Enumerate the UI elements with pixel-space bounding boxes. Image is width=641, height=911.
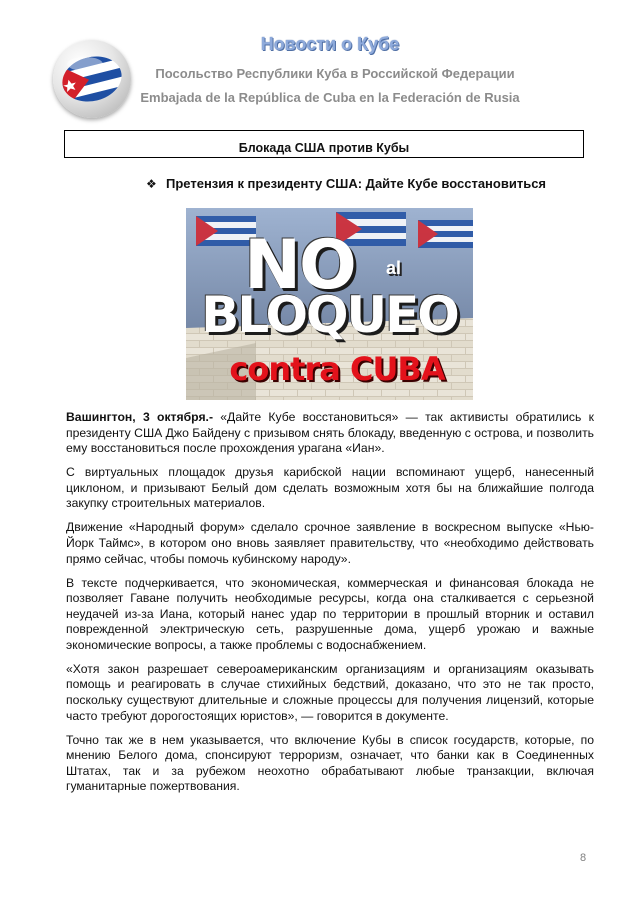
article-paragraph: Точно так же в нем указывается, что включение Кубы в список государств, которые, по мнению Белого дома, спонсируют терроризм, означает, что банки как в Соединенных Штатах, так и за рубежом неохотно обрабатывают любые транзакции, включая гуманитарные пожертвования. (66, 732, 594, 794)
section-title: Блокада США против Кубы (238, 141, 410, 155)
picture-word-no: NO (244, 226, 355, 305)
site-title: Новости о Кубе (260, 34, 400, 54)
article-paragraph: В тексте подчеркивается, что экономическая, коммерческая и финансовая блокада не позволяет Гаване получить необходимые ресурсы, когда она сталкивается с серьезной неудачей из-за Иана, который нанес удар по территории в прошлый вторник и оставил поврежденной электрическую сеть, разрушенные дома, ущерб урожаю и важные экономические вопросы, а также проблемы с водоснабжением. (66, 575, 594, 652)
embassy-name-russian: Посольство Республики Куба в Российской Федерации (155, 66, 515, 81)
embassy-name-spanish: Embajada de la República de Cuba en la Federación de Rusia (140, 90, 520, 105)
article-paragraph (66, 410, 594, 457)
section-heading-box (64, 130, 584, 158)
diamond-bullet-icon: ❖ (146, 177, 157, 191)
cuba-flag-sphere-icon (53, 40, 131, 118)
article-headline (146, 176, 566, 191)
article-paragraph: С виртуальных площадок друзья карибской нации вспоминают ущерб, нанесенный циклоном, и призывают Белый дом сделать возможным хотя бы на ближайшие полгода закупку строительных материалов. (66, 465, 594, 511)
picture-word-contra-cuba: contra CUBA (229, 350, 445, 388)
paragraph-text: «Дайте Кубе восстановиться» — так активисты обратились к президенту США Джо Байдену с призывом снять блокаду, введенную с острова, и позволить ему восстановиться после прохождения урагана «Иан». (66, 410, 594, 456)
picture-word-bloqueo: BLOQUEO (201, 286, 458, 344)
page-number: 8 (580, 852, 587, 864)
article-body (66, 410, 594, 803)
article-paragraph: «Хотя закон разрешает североамериканским организациям и организациям оказывать помощь и реагировать в случае стихийных бедствий, доказано, что это не так просто, поскольку существуют длительные и сложные процессы для получения лицензий, которые часто требуют дорогостоящих юристов», — говорится в документе. (66, 661, 594, 723)
article-paragraph: Движение «Народный форум» сделало срочное заявление в воскресном выпуске «Нью-Йорк Таймс», в котором оно вновь заявляет правительству, что «необходимо действовать прямо сейчас, чтобы помочь кубинскому народу». (66, 520, 594, 566)
article-picture (186, 208, 473, 400)
article-dateline: Вашингтон, 3 октября.- (66, 410, 213, 424)
article-headline-text: Претензия к президенту США: Дайте Кубе восстановиться (166, 176, 547, 191)
picture-word-al: al (386, 258, 402, 278)
